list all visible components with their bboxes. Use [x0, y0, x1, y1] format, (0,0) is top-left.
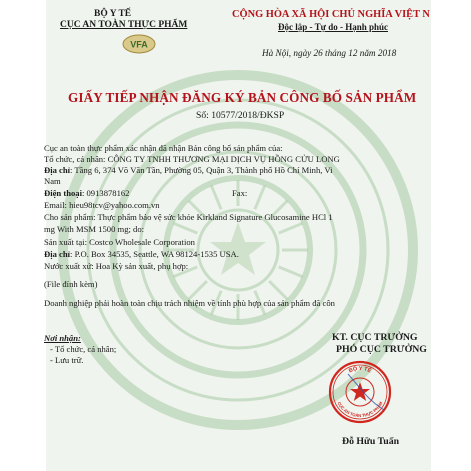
product-line [44, 212, 333, 222]
agency-name: CỤC AN TOÀN THỰC PHẨM [60, 20, 188, 30]
phone-value: : 0913878162 [81, 188, 130, 198]
attachment-note: (File đính kèm) [44, 279, 98, 289]
recipients-label: Nơi nhận: [44, 333, 81, 343]
product-label: Cho sản phẩm [44, 212, 94, 222]
national-motto: Độc lập - Tự do - Hạnh phúc [278, 22, 389, 32]
recipient-item: - Lưu trữ. [50, 355, 84, 365]
svg-text:VFA: VFA [130, 39, 148, 50]
signer-role: KT. CỤC TRƯỞNG [332, 332, 418, 343]
address-label: Địa chỉ [44, 165, 71, 175]
org-value: CÔNG TY TNHH THƯƠNG MẠI DỊCH VỤ HỒNG CỬU LONG [107, 154, 340, 164]
phone-line [44, 188, 129, 198]
manufacturer-value: : Costco Wholesale Corporation [84, 237, 195, 247]
address-line [44, 165, 332, 175]
registration-number: Số: 10577/2018/ĐKSP [196, 110, 285, 121]
fax-label: Fax: [232, 188, 248, 198]
republic-name: CỘNG HÒA XÃ HỘI CHỦ NGHĨA VIỆT N [232, 9, 430, 20]
address-continuation: Nam [44, 176, 61, 186]
origin-line: Nước xuất xứ: Hoa Kỳ sản xuất, phụ hợp: [44, 261, 189, 271]
org-label: Tổ chức, cá nhân: [44, 154, 108, 164]
manufacturer-address-line [44, 249, 239, 259]
phone-label: Điện thoại [44, 188, 82, 198]
manufacturer-address-value: : P.O. Box 34535, Seattle, WA 98124-1535 USA. [70, 249, 239, 259]
email-value: hieu98tcv@yahoo.com.vn [66, 200, 160, 210]
product-continuation: mg With MSM 1500 mg; do: [44, 224, 145, 234]
signer-title: PHÓ CỤC TRƯỞNG [336, 344, 427, 355]
issue-date: Hà Nội, ngày 26 tháng 12 năm 2018 [262, 48, 397, 58]
svg-text:CỤC AN TOÀN THỰC PHẨM: CỤC AN TOÀN THỰC PHẨM [336, 400, 384, 419]
vfa-logo-icon [122, 34, 156, 54]
org-line [44, 154, 340, 164]
email-line [44, 200, 160, 210]
intro-text: Cục an toàn thực phẩm xác nhận đã nhận Bản công bố sản phẩm của: [44, 143, 283, 153]
right-margin [431, 0, 471, 471]
manufacturer-address-label: Địa chỉ [44, 249, 71, 259]
left-margin [0, 0, 46, 471]
ministry-name: BỘ Y TẾ [94, 9, 132, 19]
email-label: Email: [44, 200, 67, 210]
address-value: : Tầng 6, 374 Võ Văn Tần, Phường 05, Quận 3, Thành phố Hồ Chí Minh, Vi [70, 165, 333, 175]
svg-text:BỘ Y TẾ: BỘ Y TẾ [348, 365, 372, 375]
official-seal-icon [328, 360, 392, 424]
responsibility-statement: Doanh nghiệp phải hoàn toàn chịu trách nhiệm về tính phù hợp của sản phẩm đã côn [44, 298, 335, 308]
certificate-document [46, 0, 431, 471]
recipient-item: - Tổ chức, cá nhân; [50, 344, 117, 354]
signer-name: Đỗ Hữu Tuấn [342, 436, 400, 447]
manufacturer-label: Sản xuất tại [44, 237, 85, 247]
product-value: : Thực phẩm bảo vệ sức khỏe Kirkland Signature Glucosamine HCl 1 [93, 212, 333, 222]
manufacturer-line [44, 237, 195, 247]
document-title: GIẤY TIẾP NHẬN ĐĂNG KÝ BẢN CÔNG BỐ SẢN PHẨM [68, 90, 417, 105]
